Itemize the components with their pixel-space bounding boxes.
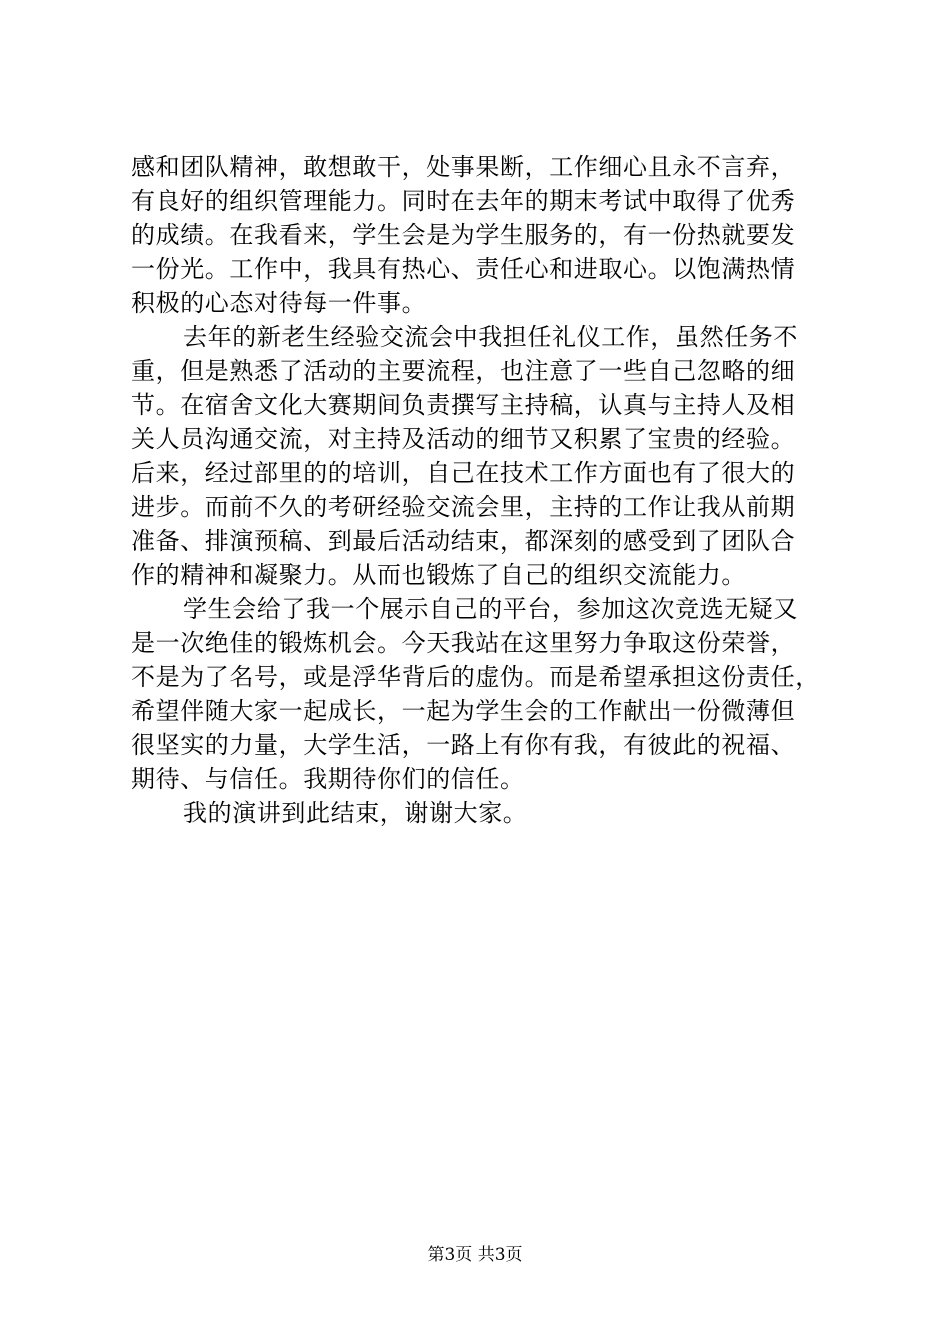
text-line: 关人员沟通交流，对主持及活动的细节又积累了宝贵的经验。 — [131, 425, 796, 453]
paragraph-start-line: 我的演讲到此结束，谢谢大家。 — [183, 799, 528, 827]
text-line: 期待、与信任。我期待你们的信任。 — [131, 765, 525, 793]
text-line: 节。在宿舍文化大赛期间负责撰写主持稿，认真与主持人及相 — [131, 391, 796, 419]
text-line: 一份光。工作中，我具有热心、责任心和进取心。以饱满热情 — [131, 255, 796, 283]
text-line: 不是为了名号，或是浮华背后的虚伪。而是希望承担这份责任， — [131, 663, 820, 691]
text-line: 准备、排演预稿、到最后活动结束，都深刻的感受到了团队合 — [131, 527, 796, 555]
text-line: 进步。而前不久的考研经验交流会里，主持的工作让我从前期 — [131, 493, 796, 521]
paragraph-start-line: 去年的新老生经验交流会中我担任礼仪工作，虽然任务不 — [183, 323, 798, 351]
paragraph-start-line: 学生会给了我一个展示自己的平台，参加这次竞选无疑又 — [183, 595, 798, 623]
text-line: 是一次绝佳的锻炼机会。今天我站在这里努力争取这份荣誉， — [131, 629, 796, 657]
text-line: 有良好的组织管理能力。同时在去年的期末考试中取得了优秀 — [131, 187, 796, 215]
text-line: 作的精神和凝聚力。从而也锻炼了自己的组织交流能力。 — [131, 561, 746, 589]
page-footer: 第3页 共3页 — [427, 1245, 523, 1265]
text-line: 重，但是熟悉了活动的主要流程，也注意了一些自己忽略的细 — [131, 357, 796, 385]
text-line: 的成绩。在我看来，学生会是为学生服务的，有一份热就要发 — [131, 221, 796, 249]
text-line: 感和团队精神，敢想敢干，处事果断，工作细心且永不言弃， — [131, 153, 796, 181]
text-line: 积极的心态对待每一件事。 — [131, 289, 427, 317]
speech-body — [131, 150, 831, 830]
text-line: 希望伴随大家一起成长，一起为学生会的工作献出一份微薄但 — [131, 697, 796, 725]
text-line: 后来，经过部里的的培训，自己在技术工作方面也有了很大的 — [131, 459, 796, 487]
text-line: 很坚实的力量，大学生活，一路上有你有我，有彼此的祝福、 — [131, 731, 796, 759]
